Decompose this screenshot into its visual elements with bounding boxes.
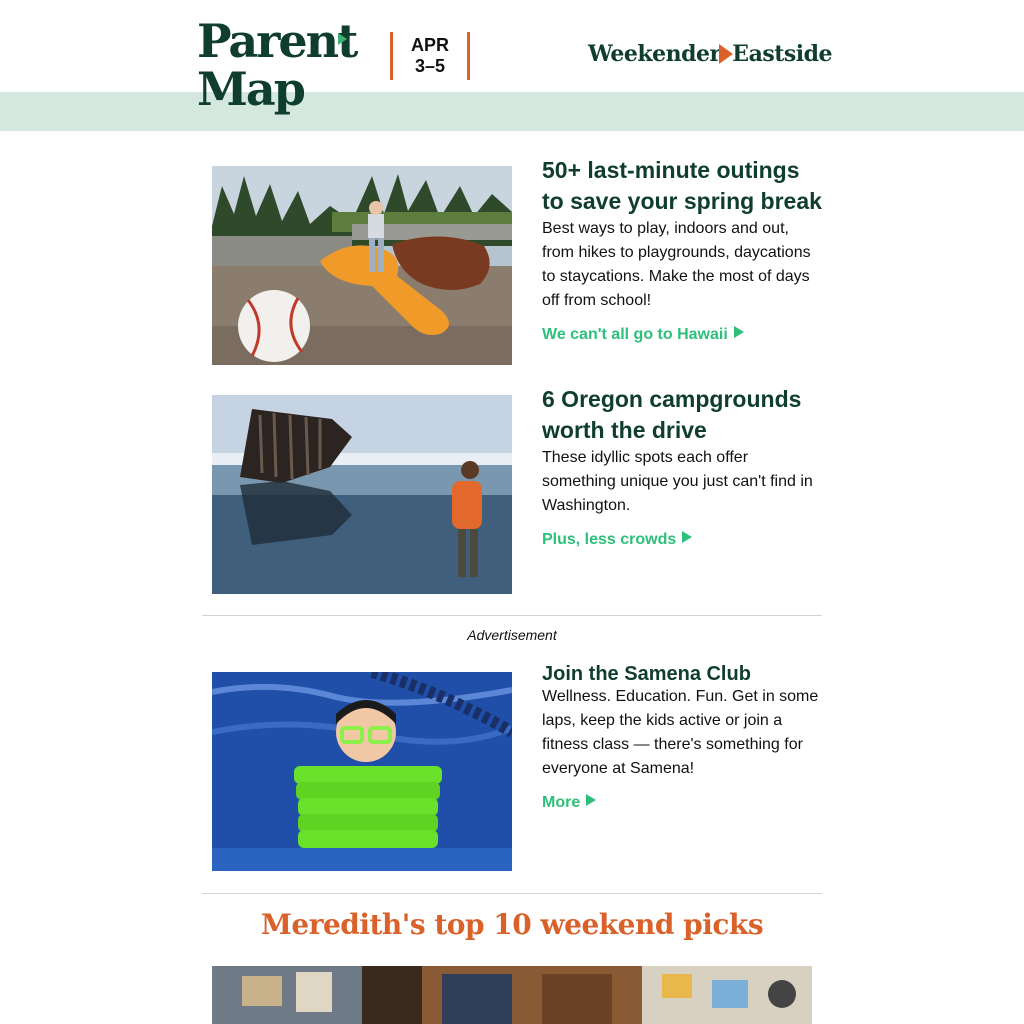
- playground-photo: [212, 166, 512, 365]
- header-band: [0, 92, 1024, 131]
- parentmap-logo[interactable]: [197, 16, 357, 122]
- play-arrow-icon: [734, 326, 744, 338]
- ad-description: Wellness. Education. Fun. Get in some laps, keep the kids active or join a fitness class — there's something for everyone at Samena!: [542, 688, 819, 777]
- date-range: 3–5: [414, 56, 446, 76]
- issue-date: [390, 32, 470, 80]
- article-1-link[interactable]: [542, 325, 744, 345]
- article-2-title[interactable]: 6 Oregon campgrounds worth the drive: [542, 386, 802, 443]
- divider: [202, 615, 822, 616]
- weekend-picks-title: Meredith's top 10 weekend picks: [260, 908, 764, 941]
- logo-play-icon: [338, 33, 347, 45]
- article-1-description: Best ways to play, indoors and out, from hikes to playgrounds, daycations to staycations. Make the most of days off from school!: [542, 220, 811, 309]
- edition-label: [588, 38, 832, 70]
- edition-name: Weekender: [588, 41, 721, 67]
- article-1-title[interactable]: 50+ last-minute outings to save your spring break: [542, 157, 822, 214]
- divider: [202, 893, 822, 894]
- advertisement-label: Advertisement: [467, 627, 557, 643]
- beach-shipwreck-photo: [212, 395, 512, 594]
- play-arrow-icon: [586, 794, 596, 806]
- article-2-image[interactable]: [212, 395, 512, 594]
- logo-word-map: Map: [197, 62, 304, 116]
- article-2-link[interactable]: [542, 530, 692, 550]
- swimming-child-photo: [212, 672, 512, 871]
- article-2-link-label: Plus, less crowds: [542, 531, 677, 548]
- ad-image[interactable]: [212, 672, 512, 871]
- date-month: APR: [410, 35, 449, 55]
- article-1-image[interactable]: [212, 166, 512, 365]
- picks-image[interactable]: [212, 966, 812, 1024]
- article-2-description: These idyllic spots each offer something unique you just can't find in Washington.: [542, 449, 813, 514]
- ad-more-link-label: More: [542, 794, 581, 811]
- article-1-link-label: We can't all go to Hawaii: [542, 326, 728, 343]
- picks-photo: [212, 966, 812, 1024]
- ad-more-link[interactable]: [542, 793, 596, 813]
- ad-title[interactable]: Join the Samena Club: [542, 663, 751, 685]
- edition-arrow-icon: [719, 44, 733, 64]
- edition-region: Eastside: [732, 41, 832, 67]
- play-arrow-icon: [682, 531, 692, 543]
- logo-word-parent: Parent: [197, 14, 357, 68]
